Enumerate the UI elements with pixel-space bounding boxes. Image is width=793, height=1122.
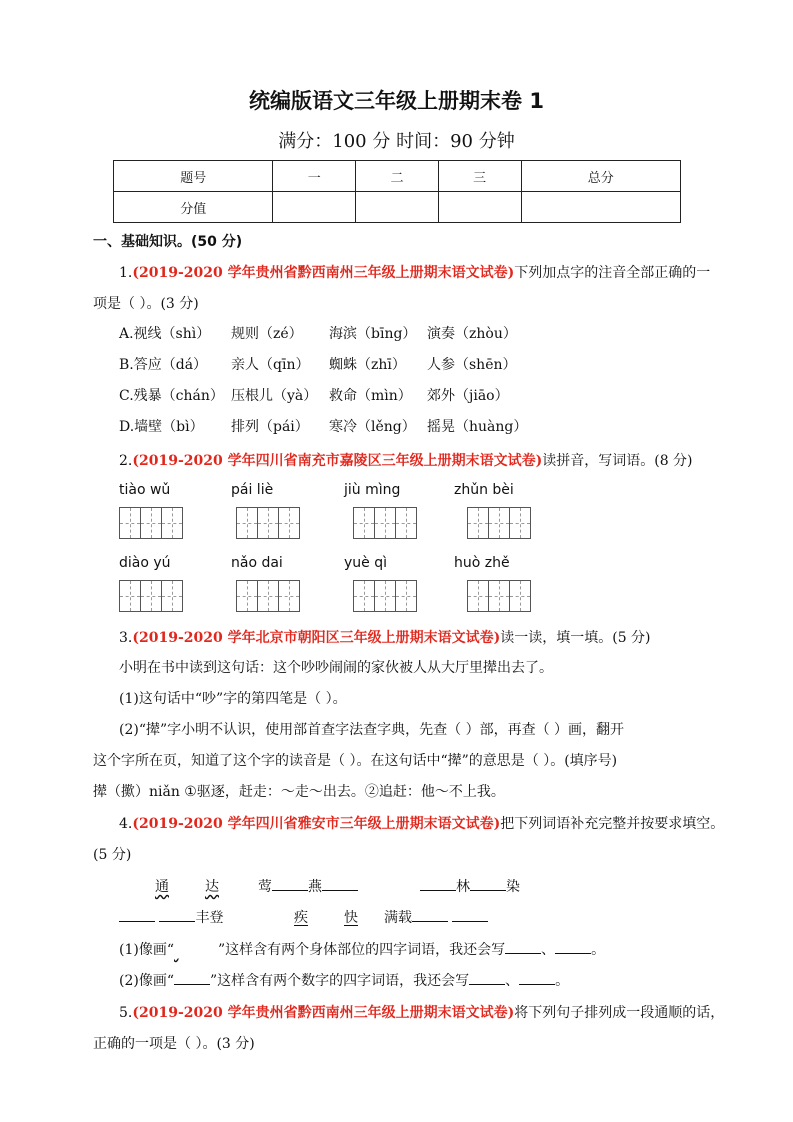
question-source: (2019-2020 学年贵州省黔西南州三年级上册期末语文试卷) — [132, 265, 515, 281]
pinyin-label: jiù mìng — [344, 482, 401, 498]
fill-blank[interactable] — [174, 970, 210, 985]
pinyin-label: tiào wǔ — [119, 482, 171, 498]
sub-text: (1)像画“ — [119, 942, 174, 958]
pinyin-label: pái liè — [231, 482, 274, 498]
idiom-char: 满载 — [384, 910, 412, 926]
writing-grid[interactable] — [353, 507, 416, 539]
score-table-header-cell: 二 — [356, 161, 439, 192]
period: 。 — [591, 942, 606, 958]
fill-blank[interactable] — [119, 877, 155, 891]
fill-blank[interactable] — [470, 876, 506, 891]
score-input-cell[interactable] — [356, 192, 439, 223]
fill-blank[interactable] — [555, 939, 591, 954]
fill-blank[interactable] — [322, 876, 358, 891]
sub-text: ”这样含有两个身体部位的四字词语，我还会写 — [218, 942, 506, 958]
question-3-sub1: (1)这句话中“吵”字的第四笔是（ ）。 — [119, 691, 347, 707]
option-a-4: 演奏（zhòu） — [427, 326, 517, 342]
score-table-header-cell: 三 — [438, 161, 521, 192]
page-title: 统编版语文三年级上册期末卷 1 — [249, 89, 544, 113]
score-table-row-label: 分值 — [114, 192, 273, 223]
option-d-1: D.墙壁（bì） — [119, 419, 204, 435]
option-c-3: 救命（mìn） — [329, 388, 412, 404]
question-1 — [119, 262, 710, 282]
fill-blank[interactable] — [169, 877, 205, 891]
question-number: 4. — [119, 816, 133, 832]
fill-blank[interactable] — [159, 907, 195, 922]
writing-grid[interactable] — [467, 580, 530, 612]
score-table — [113, 160, 681, 223]
question-source: (2019-2020 学年四川省南充市嘉陵区三年级上册期末语文试卷) — [132, 453, 543, 469]
question-text: 下列加点字的注音全部正确的一 — [514, 265, 711, 281]
question-text: 读一读，填一填。(5 分) — [500, 630, 651, 646]
question-4-line2: (5 分) — [93, 847, 132, 863]
idiom-char: 疾 — [294, 910, 308, 926]
score-table-value-row — [114, 192, 681, 223]
option-d-4: 摇晃（huàng） — [427, 419, 528, 435]
question-text: 把下列词语补充完整并按要求填空。 — [500, 816, 725, 832]
fill-blank[interactable] — [272, 876, 308, 891]
idiom-char: 染 — [506, 879, 520, 895]
writing-grid[interactable] — [236, 507, 299, 539]
idiom-6 — [384, 907, 488, 927]
idiom-char: 丰登 — [195, 910, 224, 926]
fill-blank[interactable] — [469, 970, 505, 985]
question-3-sub2-cont: 这个字所在页，知道了这个字的读音是（ ）。在这句话中“撵”的意思是（ ）。(填序号) — [93, 753, 618, 769]
pinyin-label: diào yú — [119, 555, 171, 571]
question-text: 将下列句子排列成一段通顺的话， — [514, 1005, 725, 1021]
option-c-4: 郊外（jiāo） — [427, 388, 509, 404]
dictionary-entry: 撵（擹）niǎn ①驱逐，赶走：～走～出去。②追赶：他～不上我。 — [93, 784, 505, 800]
question-number: 3. — [119, 630, 133, 646]
score-table-header-cell: 一 — [273, 161, 356, 192]
question-3-sentence: 小明在书中读到这句话：这个吵吵闹闹的家伙被人从大厅里撵出去了。 — [119, 660, 553, 676]
option-d-2: 排列（pái） — [231, 419, 309, 435]
option-b-2: 亲人（qīn） — [231, 357, 310, 373]
score-table-header-cell: 题号 — [114, 161, 273, 192]
section-heading-basic: 一、基础知识。(50 分) — [93, 234, 243, 250]
option-a-1: A.视线（shì） — [119, 326, 211, 342]
fill-blank[interactable] — [420, 876, 456, 891]
question-number: 2. — [119, 453, 133, 469]
score-input-cell[interactable] — [438, 192, 521, 223]
question-2 — [119, 450, 693, 470]
pinyin-label: huò zhě — [454, 555, 510, 571]
question-4 — [119, 813, 724, 833]
fill-blank[interactable] — [519, 970, 555, 985]
sub-text: (2)像画“ — [119, 973, 174, 989]
idiom-4 — [119, 907, 223, 927]
period: 。 — [555, 973, 570, 989]
idiom-char: 达 — [205, 879, 219, 895]
question-5 — [119, 1002, 724, 1022]
sub-text: ”这样含有两个数字的四字词语，我还会写 — [210, 973, 470, 989]
question-source: (2019-2020 学年贵州省黔西南州三年级上册期末语文试卷) — [132, 1005, 515, 1021]
question-source: (2019-2020 学年北京市朝阳区三年级上册期末语文试卷) — [132, 630, 501, 646]
separator: 、 — [505, 973, 520, 989]
pinyin-label: nǎo dai — [231, 555, 283, 571]
writing-grid[interactable] — [119, 507, 182, 539]
idiom-5 — [258, 907, 358, 927]
idiom-char: 林 — [456, 879, 470, 895]
writing-grid[interactable] — [353, 580, 416, 612]
writing-grid[interactable] — [236, 580, 299, 612]
fill-blank[interactable] — [258, 908, 294, 922]
question-text: 读拼音，写词语。(8 分) — [542, 453, 693, 469]
separator: 、 — [541, 942, 556, 958]
score-input-cell[interactable] — [521, 192, 680, 223]
question-number: 5. — [119, 1005, 133, 1021]
fill-blank[interactable] — [119, 907, 155, 922]
question-4-sub2 — [119, 970, 569, 990]
page-subtitle: 满分：100 分 时间：90 分钟 — [278, 131, 515, 152]
option-a-3: 海滨（bīng） — [329, 326, 417, 342]
score-input-cell[interactable] — [273, 192, 356, 223]
writing-grid[interactable] — [119, 580, 182, 612]
idiom-3 — [420, 876, 520, 896]
idiom-char: 通 — [155, 879, 169, 895]
fill-blank[interactable] — [308, 908, 344, 922]
idiom-1 — [119, 876, 219, 896]
option-d-3: 寒冷（lěng） — [329, 419, 416, 435]
fill-blank[interactable] — [412, 907, 448, 922]
question-number: 1. — [119, 265, 133, 281]
writing-grid[interactable] — [467, 507, 530, 539]
fill-blank[interactable] — [452, 907, 488, 922]
score-table-header-row — [114, 161, 681, 192]
option-b-3: 蜘蛛（zhī） — [329, 357, 406, 373]
question-3-sub2: (2)“撵”字小明不认识，使用部首查字法查字典，先查（ ）部，再查（ ）画，翻开 — [119, 722, 625, 738]
fill-blank[interactable] — [505, 939, 541, 954]
question-source: (2019-2020 学年四川省雅安市三年级上册期末语文试卷) — [132, 816, 501, 832]
idiom-char: 快 — [344, 910, 358, 926]
question-4-sub1 — [119, 939, 605, 959]
idiom-char: 莺 — [258, 879, 272, 895]
pinyin-label: zhǔn bèi — [454, 482, 514, 498]
option-c-1: C.残暴（chán） — [119, 388, 224, 404]
question-1-line2: 项是（ ）。(3 分) — [93, 296, 199, 312]
score-table-header-cell: 总分 — [521, 161, 680, 192]
option-c-2: 压根儿（yà） — [231, 388, 318, 404]
idiom-char: 燕 — [308, 879, 322, 895]
option-b-4: 人参（shēn） — [427, 357, 517, 373]
question-3 — [119, 627, 651, 647]
pinyin-label: yuè qì — [344, 555, 387, 571]
option-a-2: 规则（zé） — [231, 326, 303, 342]
question-5-line2: 正确的一项是（ ）。(3 分) — [93, 1036, 255, 1052]
option-b-1: B.答应（dá） — [119, 357, 208, 373]
idiom-2 — [258, 876, 358, 896]
